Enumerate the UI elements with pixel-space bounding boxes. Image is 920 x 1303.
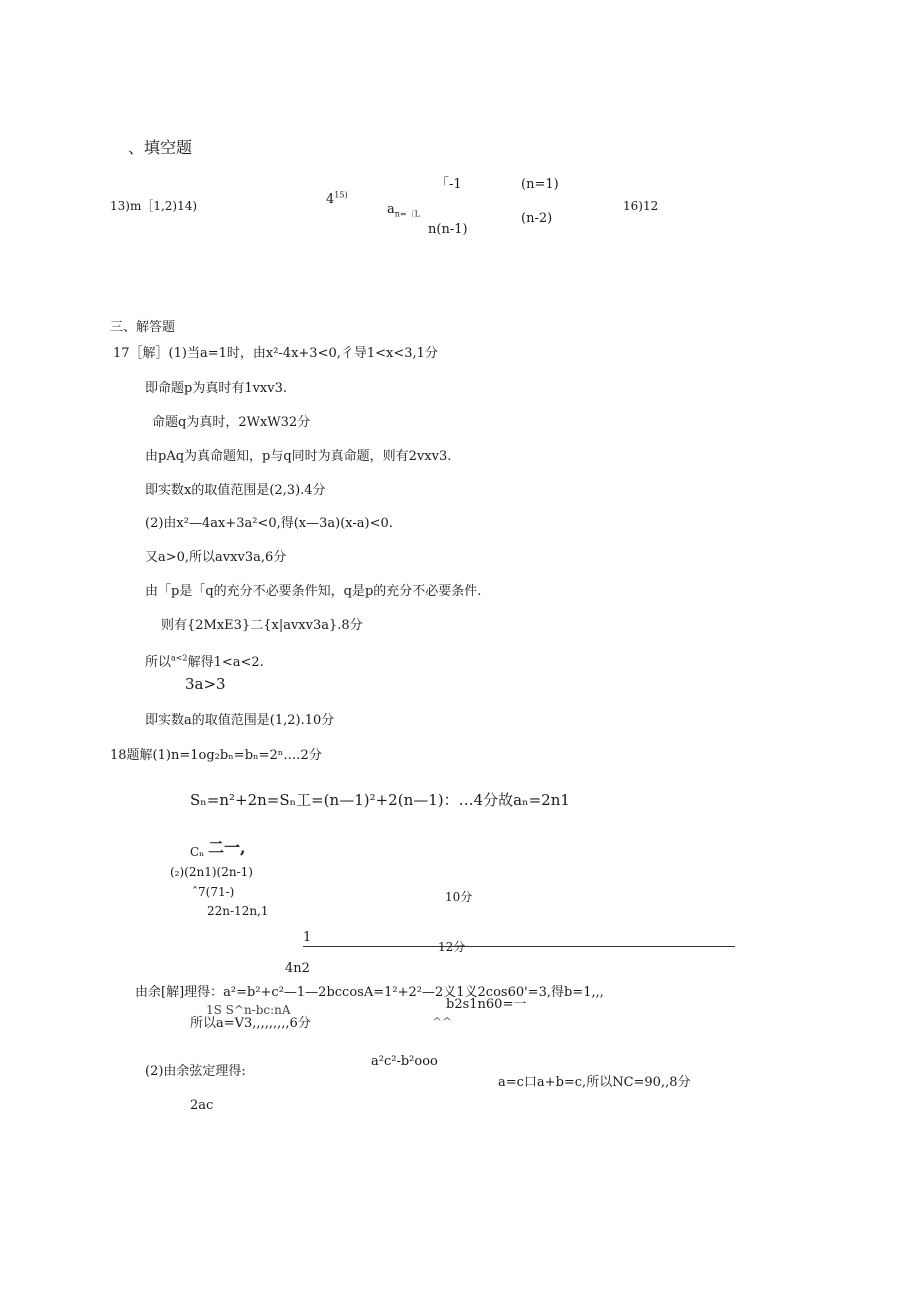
q19-overlap-c: ^^ [432,1015,453,1029]
q17-line-8: 由「p是「q的充分不必要条件知，q是p的充分不必要条件. [145,584,482,599]
q17-line-5: 即实数x的取值范围是(2,3).4分 [145,483,326,498]
piecewise-cond-bottom: (n-2) [521,211,553,226]
answer-q14-value [326,190,348,207]
piecewise-brace-top: 「-1 [436,177,462,192]
q18-mark-12: 12分 [438,940,466,954]
q17-line-12: 即实数a的取值范围是(1,2).10分 [145,713,335,728]
q19-line-1: 由余[解]理得：a²=b²+c²—1—2bccosA=1²+2²—2义1义2cos60'=3,得b=1,,, [135,985,604,1000]
q19-overlap-a: 1S S^n-bc:nA [206,1003,291,1017]
q18-line-2: Sₙ=n²+2n=Sₙ工=(n—1)²+2(n—1)：…4分故aₙ=2n1 [190,791,570,809]
piecewise-lhs-sub: n=〔L [394,209,420,219]
q17-line-3: 命题q为真时，2WxW32分 [152,415,311,430]
q18-fraction-bar [303,946,735,947]
piecewise-lhs-a: a [387,202,395,217]
section-heading-fill-blank: 、填空题 [128,138,193,157]
q19-overlap-b: b2s1n60=一 [446,997,527,1012]
q17-line-7: 又a>0,所以avxv3a,6分 [145,550,287,565]
q18-fraction-numerator: 1 [303,930,312,945]
piecewise-denominator: n(n-1) [428,222,468,237]
q17-line-10-sup: a<2 [171,653,188,663]
q18-fraction-denominator: 4n2 [285,961,310,976]
answer-q15-label: 15) [334,190,348,200]
q18-mark-10: 10分 [445,890,473,904]
q17-line-10-rest: 解得1<a<2. [187,655,264,670]
q19-formula-top: a²c²-b²ooo [371,1054,438,1069]
q19-line-2: 所以a=V3,,,,,,,,,6分 [190,1016,311,1031]
q19-formula-right: a=c口a+b=c,所以NC=90,,8分 [498,1075,691,1090]
q19-formula-denominator: 2ac [190,1098,214,1113]
q17-line-10-prefix: 所以 [145,655,172,670]
q18-c-line-2: (₂)(2n1)(2n-1) [170,865,253,879]
q19-part-2-label: (2)由余弦定理得: [145,1064,246,1079]
q17-line-4: 由pAq为真命题知，p与q同时为真命题，则有2vxv3. [145,449,452,464]
q18-cn-glyph: 二一, [208,838,246,857]
section-heading-solutions: 三、解答题 [110,320,176,335]
q17-line-10 [145,653,264,670]
piecewise-lhs [387,202,420,219]
q17-line-1: 17［解］(1)当a=1时，由x²-4x+3<0,彳导1<x<3,1分 [113,346,438,361]
q17-line-6: (2)由x²—4ax+3a²<0,得(x—3a)(x-a)<0. [145,516,393,531]
q17-line-11: 3a>3 [185,675,226,693]
answer-q14-base: 4 [326,192,335,207]
q18-cn-label: Cₙ [190,845,205,859]
q17-line-9: 则有{2MxE3}二{x|avxv3a}.8分 [161,618,363,633]
q17-line-2: 即命题p为真时有1vxv3. [145,381,288,396]
answer-q13-q14: 13)m［1,2)14) [110,199,198,213]
q18-c-line-4: 22n-12n,1 [207,904,269,918]
answer-q16: 16)12 [623,199,659,213]
q18-c-line-3: ˆ7(71-) [192,885,235,899]
q18-line-1: 18题解(1)n=1og₂bₙ=bₙ=2ⁿ.…2分 [110,748,322,763]
piecewise-cond-top: (n=1) [521,177,559,192]
